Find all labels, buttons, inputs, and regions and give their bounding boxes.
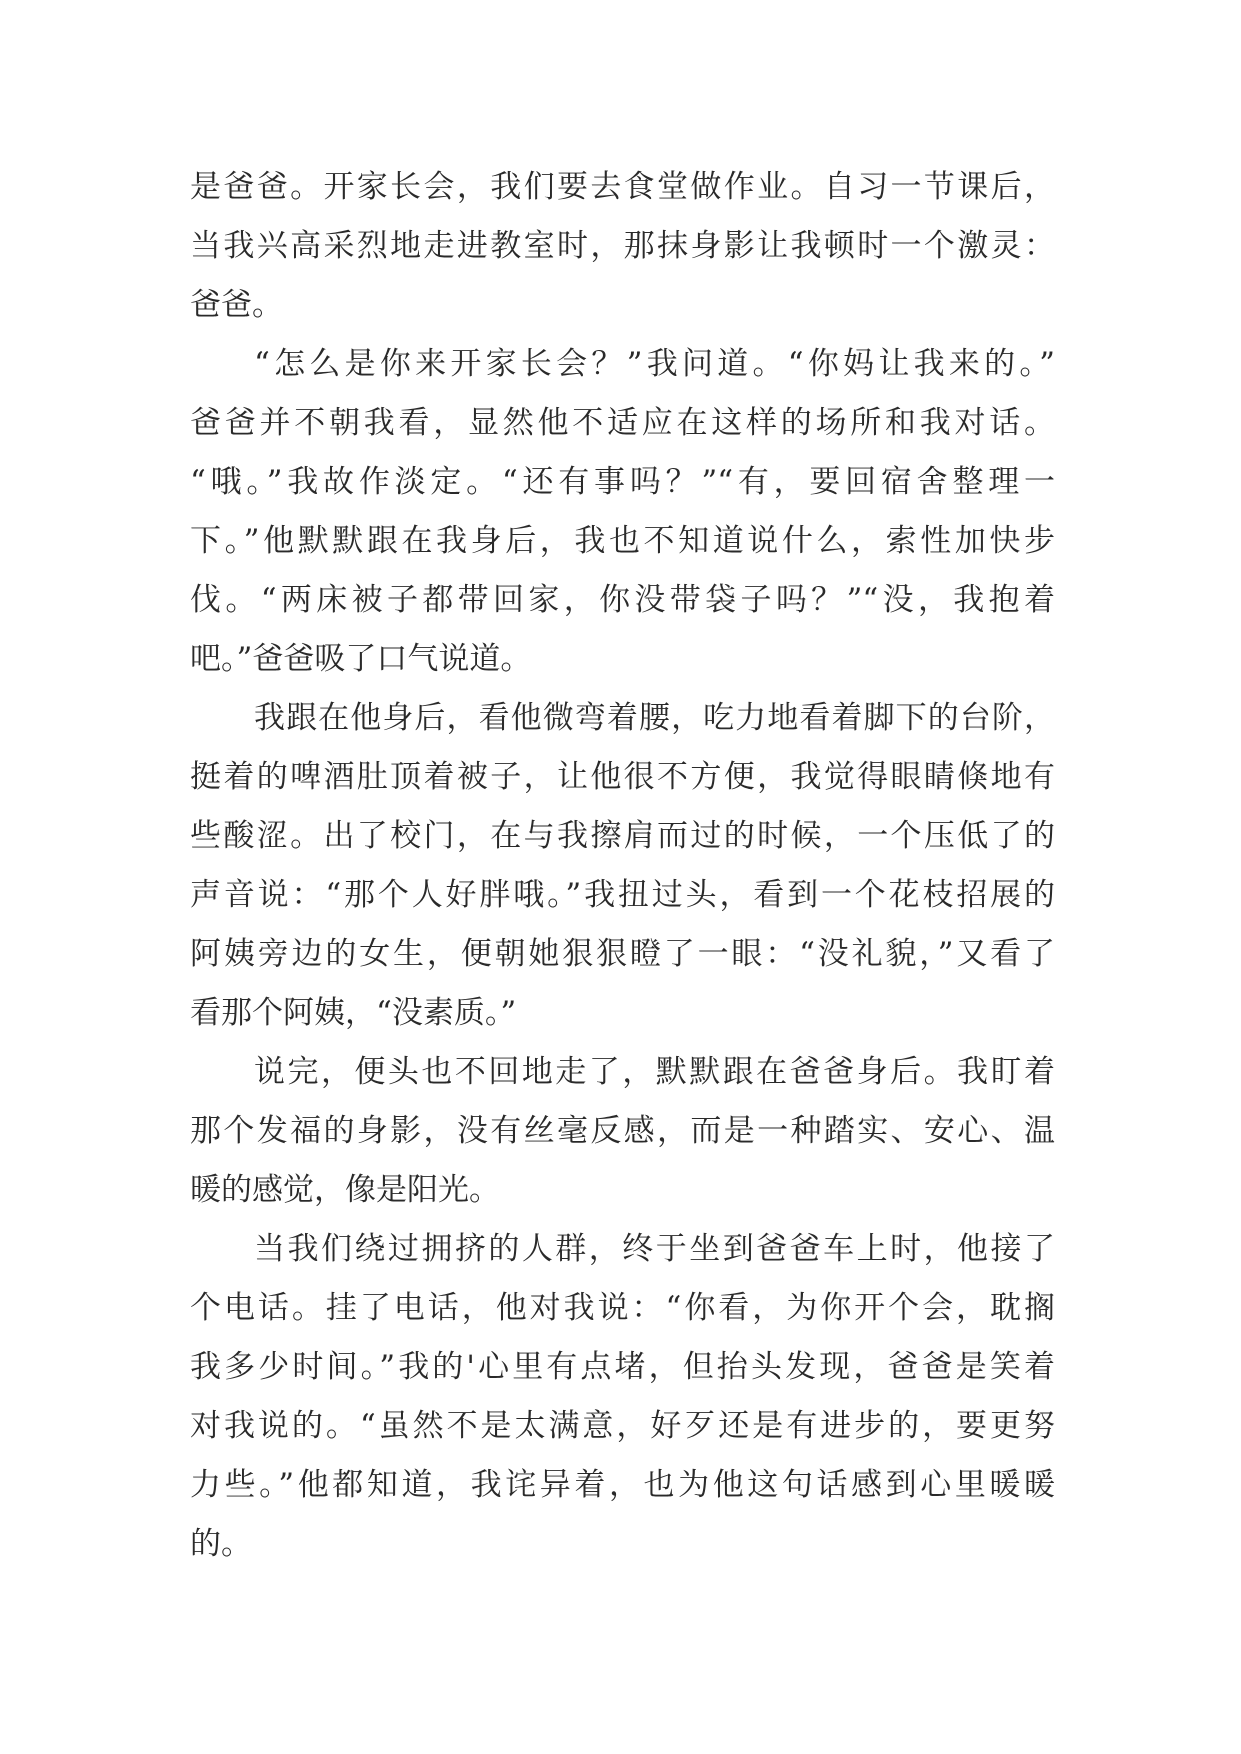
text-line: 阿姨旁边的女生，便朝她狠狠瞪了一眼：“没礼貌，”又看了 (190, 936, 1055, 972)
text-line: 暖的感觉，像是阳光。 (190, 1172, 500, 1208)
text-line: 的。 (190, 1526, 252, 1562)
text-line: 下。”他默默跟在我身后，我也不知道说什么，索性加快步 (190, 523, 1055, 559)
text-line: 爸爸并不朝我看，显然他不适应在这样的场所和我对话。 (190, 405, 1055, 441)
paragraph-5 (190, 1220, 1055, 1574)
text-line: 伐。“两床被子都带回家，你没带袋子吗？”“没，我抱着 (190, 582, 1055, 618)
paragraph-2 (190, 335, 1055, 689)
paragraph-3 (190, 689, 1055, 1043)
text-line: 个电话。挂了电话，他对我说：“你看，为你开个会，耽搁 (190, 1290, 1055, 1326)
essay-body (190, 158, 1055, 1574)
text-line: 我跟在他身后，看他微弯着腰，吃力地看着脚下的台阶， (254, 700, 1055, 736)
text-line: “怎么是你来开家长会？”我问道。“你妈让我来的。” (254, 346, 1055, 382)
text-line: 吧。”爸爸吸了口气说道。 (190, 641, 532, 677)
text-line: 我多少时间。”我的'心里有点堵，但抬头发现，爸爸是笑着 (190, 1349, 1055, 1385)
text-line: 爸爸。 (190, 287, 283, 323)
text-line: 些酸涩。出了校门，在与我擦肩而过的时候，一个压低了的 (190, 818, 1055, 854)
text-line: 看那个阿姨，“没素质。” (190, 995, 517, 1031)
text-line: 说完，便头也不回地走了，默默跟在爸爸身后。我盯着 (254, 1054, 1055, 1090)
text-line: 声音说：“那个人好胖哦。”我扭过头，看到一个花枝招展的 (190, 877, 1055, 913)
text-line: 那个发福的身影，没有丝毫反感，而是一种踏实、安心、温 (190, 1113, 1055, 1149)
text-line: “哦。”我故作淡定。“还有事吗？”“有，要回宿舍整理一 (190, 464, 1055, 500)
text-line: 当我兴高采烈地走进教室时，那抹身影让我顿时一个激灵： (190, 228, 1055, 264)
paragraph-4 (190, 1043, 1055, 1220)
text-line: 是爸爸。开家长会，我们要去食堂做作业。自习一节课后， (190, 169, 1055, 205)
text-line: 当我们绕过拥挤的人群，终于坐到爸爸车上时，他接了 (254, 1231, 1055, 1267)
text-line: 力些。”他都知道，我诧异着，也为他这句话感到心里暖暖 (190, 1467, 1055, 1503)
text-line: 对我说的。“虽然不是太满意，好歹还是有进步的，要更努 (190, 1408, 1055, 1444)
text-line: 挺着的啤酒肚顶着被子，让他很不方便，我觉得眼睛倏地有 (190, 759, 1055, 795)
paragraph-1 (190, 158, 1055, 335)
